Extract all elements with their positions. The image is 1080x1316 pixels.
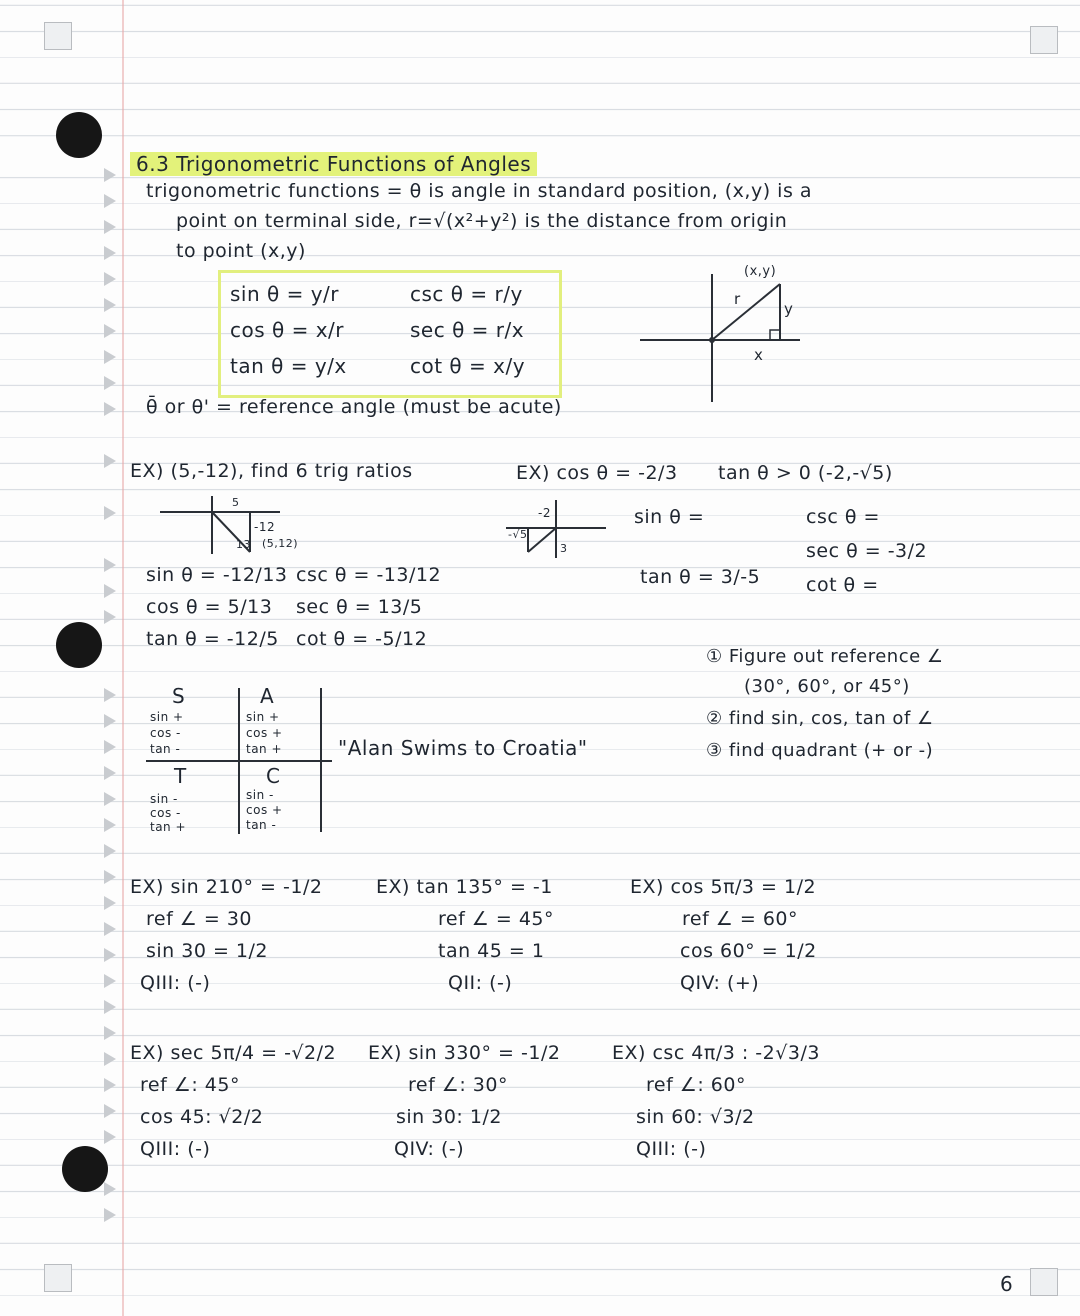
- example-line: EX) sin 330° = -1/2: [368, 1042, 561, 1064]
- margin-triangle: [104, 766, 116, 780]
- corner-stamp: [44, 22, 72, 50]
- reference-angle-note: θ̄ or θ' = reference angle (must be acute): [146, 396, 562, 418]
- corner-stamp: [44, 1264, 72, 1292]
- margin-triangle: [104, 558, 116, 572]
- example-line: QIV: (+): [680, 972, 760, 994]
- margin-triangle: [104, 246, 116, 260]
- margin-triangle: [104, 922, 116, 936]
- quadrant-t-sign: tan +: [150, 820, 187, 834]
- example-line: tan 45 = 1: [438, 940, 545, 962]
- example-line: sin 60: √3/2: [636, 1106, 755, 1128]
- example-line: QIII: (-): [140, 972, 211, 994]
- example-line: EX) csc 4π/3 : -2√3/3: [612, 1042, 820, 1064]
- def-tan: tan θ = y/x: [230, 354, 347, 378]
- example-line: sin 30 = 1/2: [146, 940, 269, 962]
- margin-triangle: [104, 272, 116, 286]
- ex2-cot: cot θ =: [806, 574, 879, 596]
- ex1-axis-label: 5: [232, 496, 240, 509]
- quadrant-s-sign: cos -: [150, 726, 181, 740]
- margin-triangle: [104, 948, 116, 962]
- quadrant-t-sign: cos -: [150, 806, 181, 820]
- example-line: ref ∠: 60°: [646, 1074, 746, 1096]
- binder-hole: [62, 1146, 108, 1192]
- diagram-r-label: r: [734, 290, 741, 308]
- right-angle-mark: [770, 330, 780, 340]
- example-line: EX) sec 5π/4 = -√2/2: [130, 1042, 337, 1064]
- quadrant-t-letter: T: [174, 764, 187, 788]
- quadrant-a-sign: cos +: [246, 726, 283, 740]
- margin-triangle: [104, 220, 116, 234]
- ex2-sec: sec θ = -3/2: [806, 540, 928, 562]
- example-line: ref ∠: 30°: [408, 1074, 508, 1096]
- margin-triangle: [104, 740, 116, 754]
- margin-triangle: [104, 1208, 116, 1222]
- margin-triangle: [104, 324, 116, 338]
- ex2-sin: sin θ =: [634, 506, 705, 528]
- ex2-label: 3: [560, 542, 568, 555]
- margin-triangle: [104, 818, 116, 832]
- step-3: ③ find quadrant (+ or -): [706, 740, 934, 761]
- margin-triangle: [104, 1078, 116, 1092]
- corner-stamp: [1030, 26, 1058, 54]
- margin-triangle: [104, 506, 116, 520]
- ex2-label: -√5: [508, 528, 528, 541]
- margin-triangle: [104, 350, 116, 364]
- example-line: ref ∠: 45°: [140, 1074, 240, 1096]
- ex1-header: EX) (5,-12), find 6 trig ratios: [130, 460, 413, 482]
- example-line: ref ∠ = 60°: [682, 908, 799, 930]
- quadrant-c-sign: tan -: [246, 818, 277, 832]
- ex2-header: EX) cos θ = -2/3: [516, 462, 678, 484]
- diagram-point-label: (x,y): [744, 264, 777, 279]
- page-title: 6.3 Trigonometric Functions of Angles: [130, 152, 537, 176]
- astc-horizontal-line: [146, 760, 332, 762]
- margin-triangle: [104, 896, 116, 910]
- example-line: QIV: (-): [394, 1138, 465, 1160]
- quadrant-t-sign: sin -: [150, 792, 178, 806]
- ex1-csc: csc θ = -13/12: [296, 564, 442, 586]
- astc-bracket: [320, 688, 322, 832]
- margin-triangle: [104, 1104, 116, 1118]
- ex2-label: -2: [538, 506, 551, 520]
- def-sec: sec θ = r/x: [410, 318, 525, 342]
- diagram-x-label: x: [754, 346, 764, 364]
- ex1-side-label: -12: [254, 520, 276, 534]
- quadrant-c-sign: sin -: [246, 788, 274, 802]
- def-csc: csc θ = r/y: [410, 282, 523, 306]
- def-cos: cos θ = x/r: [230, 318, 345, 342]
- example-line: ref ∠ = 30: [146, 908, 253, 930]
- ex1-cot: cot θ = -5/12: [296, 628, 428, 650]
- binder-hole: [56, 622, 102, 668]
- example-line: EX) sin 210° = -1/2: [130, 876, 323, 898]
- intro-line: to point (x,y): [176, 240, 306, 262]
- corner-stamp: [1030, 1268, 1058, 1296]
- example-line: QIII: (-): [140, 1138, 211, 1160]
- intro-line: point on terminal side, r=√(x²+y²) is the distance from origin: [176, 210, 788, 232]
- margin-triangle: [104, 844, 116, 858]
- example-line: EX) cos 5π/3 = 1/2: [630, 876, 817, 898]
- margin-triangle: [104, 1130, 116, 1144]
- margin-triangle: [104, 1182, 116, 1196]
- quadrant-a-sign: tan +: [246, 742, 283, 756]
- margin-triangle: [104, 870, 116, 884]
- example-line: QIII: (-): [636, 1138, 707, 1160]
- ex2-terminal-side: [528, 528, 556, 552]
- example-line: sin 30: 1/2: [396, 1106, 502, 1128]
- margin-triangle: [104, 168, 116, 182]
- margin-triangle: [104, 714, 116, 728]
- quadrant-c-letter: C: [266, 764, 281, 788]
- quadrant-a-letter: A: [260, 684, 275, 708]
- margin-triangle: [104, 1026, 116, 1040]
- quadrant-s-sign: tan -: [150, 742, 181, 756]
- reference-diagram: [620, 262, 810, 422]
- quadrant-s-sign: sin +: [150, 710, 184, 724]
- example-line: EX) tan 135° = -1: [376, 876, 553, 898]
- example-line: QII: (-): [448, 972, 513, 994]
- margin-triangle: [104, 454, 116, 468]
- quadrant-s-letter: S: [172, 684, 186, 708]
- example-line: ref ∠ = 45°: [438, 908, 555, 930]
- margin-triangle: [104, 610, 116, 624]
- ex1-cos: cos θ = 5/13: [146, 596, 273, 618]
- ex2-csc: csc θ =: [806, 506, 880, 528]
- ex2-tan: tan θ = 3/-5: [640, 566, 761, 588]
- ex2-tan-note: tan θ > 0 (-2,-√5): [718, 462, 893, 484]
- ex1-sec: sec θ = 13/5: [296, 596, 423, 618]
- mnemonic: "Alan Swims to Croatia": [338, 736, 588, 760]
- margin-triangle: [104, 688, 116, 702]
- quadrant-c-sign: cos +: [246, 803, 283, 817]
- diagram-y-label: y: [784, 300, 794, 318]
- margin-triangle: [104, 1000, 116, 1014]
- margin-triangle: [104, 376, 116, 390]
- margin-triangle: [104, 792, 116, 806]
- margin-line: [122, 0, 124, 1316]
- intro-line: trigonometric functions = θ is angle in standard position, (x,y) is a: [146, 180, 813, 202]
- margin-triangle: [104, 298, 116, 312]
- quadrant-a-sign: sin +: [246, 710, 280, 724]
- margin-triangle: [104, 974, 116, 988]
- step-2: ② find sin, cos, tan of ∠: [706, 708, 934, 729]
- page-number: 6: [1000, 1272, 1014, 1296]
- step-1-detail: (30°, 60°, or 45°): [744, 676, 910, 697]
- example-line: cos 60° = 1/2: [680, 940, 817, 962]
- ex1-hyp-label: 13: [236, 538, 251, 551]
- def-cot: cot θ = x/y: [410, 354, 526, 378]
- margin-triangle: [104, 402, 116, 416]
- margin-triangle: [104, 194, 116, 208]
- def-sin: sin θ = y/r: [230, 282, 340, 306]
- example-line: cos 45: √2/2: [140, 1106, 264, 1128]
- step-1: ① Figure out reference ∠: [706, 646, 944, 667]
- margin-triangle: [104, 584, 116, 598]
- margin-triangle: [104, 1052, 116, 1066]
- ex1-tan: tan θ = -12/5: [146, 628, 279, 650]
- ex1-point-label: (5,12): [262, 537, 299, 550]
- ex1-sin: sin θ = -12/13: [146, 564, 288, 586]
- origin-point: [709, 337, 715, 343]
- binder-hole: [56, 112, 102, 158]
